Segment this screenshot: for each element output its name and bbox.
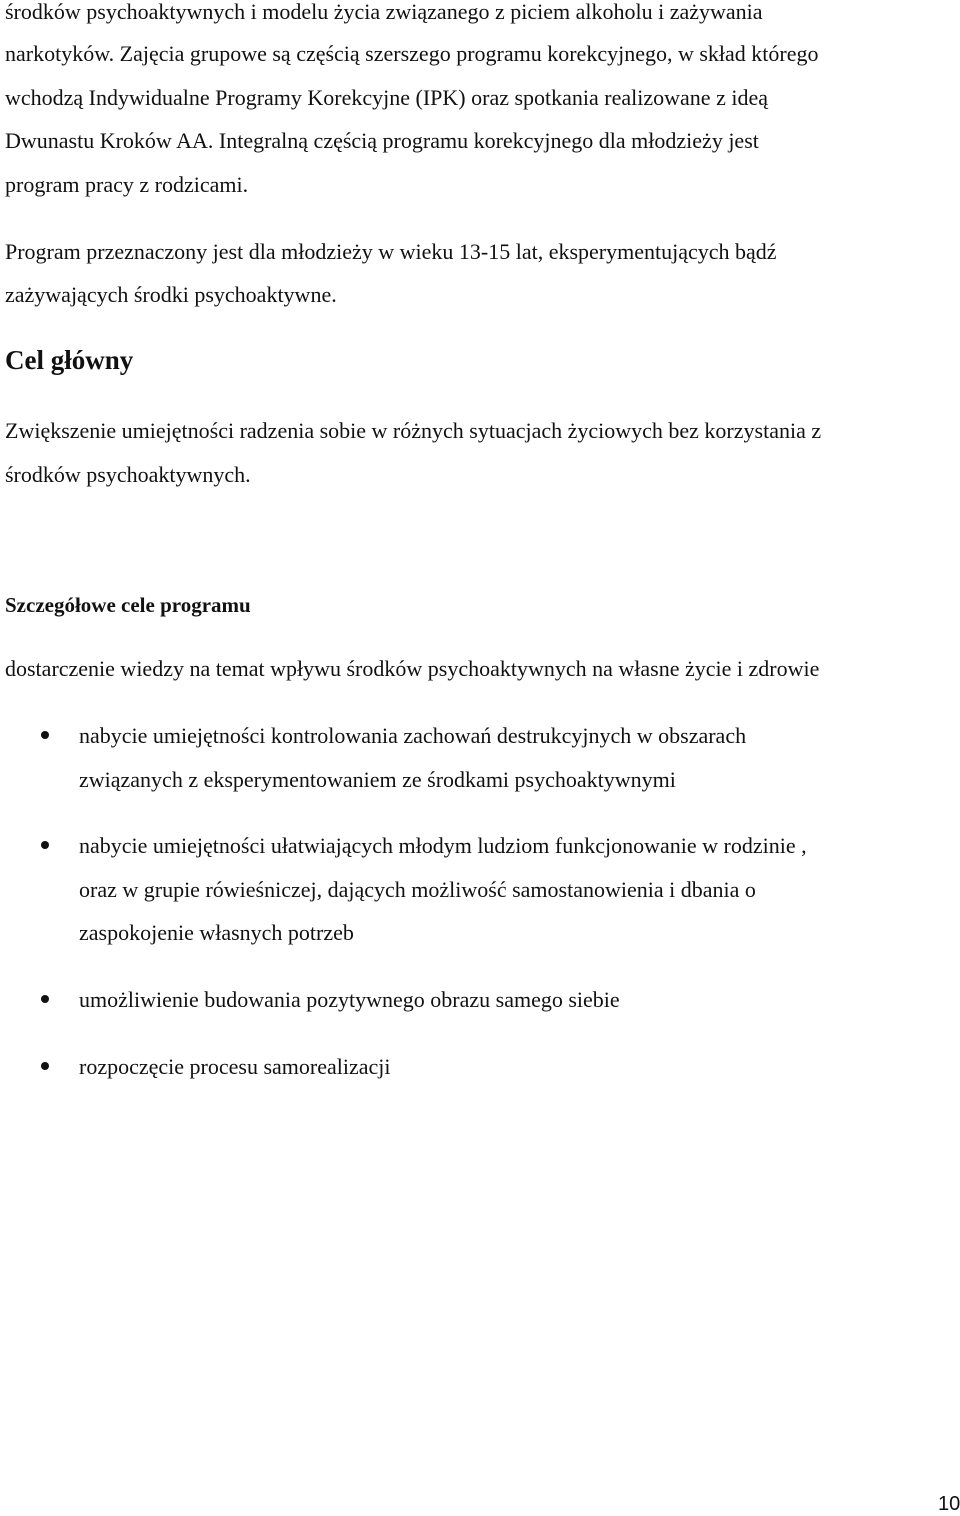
paragraph-line: środków psychoaktywnych. [5,462,251,487]
paragraph-line: program pracy z rodzicami. [5,172,249,197]
paragraph-line: narkotyków. Zajęcia grupowe są częścią szerszego programu korekcyjnego, w skład którego [5,41,819,66]
bullet-line: nabycie umiejętności ułatwiających młodym ludziom funkcjonowanie w rodzinie , [79,833,807,858]
paragraph-line: środków psychoaktywnych i modelu życia związanego z piciem alkoholu i zażywania [5,0,763,24]
paragraph-line: wchodzą Indywidualne Programy Korekcyjne (IPK) oraz spotkania realizowane z ideą [5,85,768,110]
bullet-line: oraz w grupie rówieśniczej, dających możliwość samostanowienia i dbania o [79,877,756,902]
detailed-goals-intro: dostarczenie wiedzy na temat wpływu środków psychoaktywnych na własne życie i zdrowie [5,656,820,681]
paragraph-line: Program przeznaczony jest dla młodzieży w wieku 13-15 lat, eksperymentujących bądź [5,239,777,264]
bullet-line: rozpoczęcie procesu samorealizacji [79,1054,391,1079]
bullet-line: związanych z eksperymentowaniem ze środkami psychoaktywnymi [79,767,676,792]
paragraph-line: Dwunastu Kroków AA. Integralną częścią programu korekcyjnego dla młodzieży jest [5,128,759,153]
detailed-goals-heading: Szczegółowe cele programu [5,593,251,617]
bullet-icon [41,731,49,739]
bullet-icon [41,995,49,1003]
bullet-icon [41,841,49,849]
bullet-line: zaspokojenie własnych potrzeb [79,920,354,945]
paragraph-line: Zwiększenie umiejętności radzenia sobie w różnych sytuacjach życiowych bez korzystania z [5,418,822,443]
bullet-line: nabycie umiejętności kontrolowania zachowań destrukcyjnych w obszarach [79,723,747,748]
paragraph-line: zażywających środki psychoaktywne. [5,282,337,307]
main-goal-heading: Cel główny [5,345,134,375]
bullet-icon [41,1062,49,1070]
page-number: 10 [938,1493,960,1515]
bullet-line: umożliwienie budowania pozytywnego obrazu samego siebie [79,987,620,1012]
